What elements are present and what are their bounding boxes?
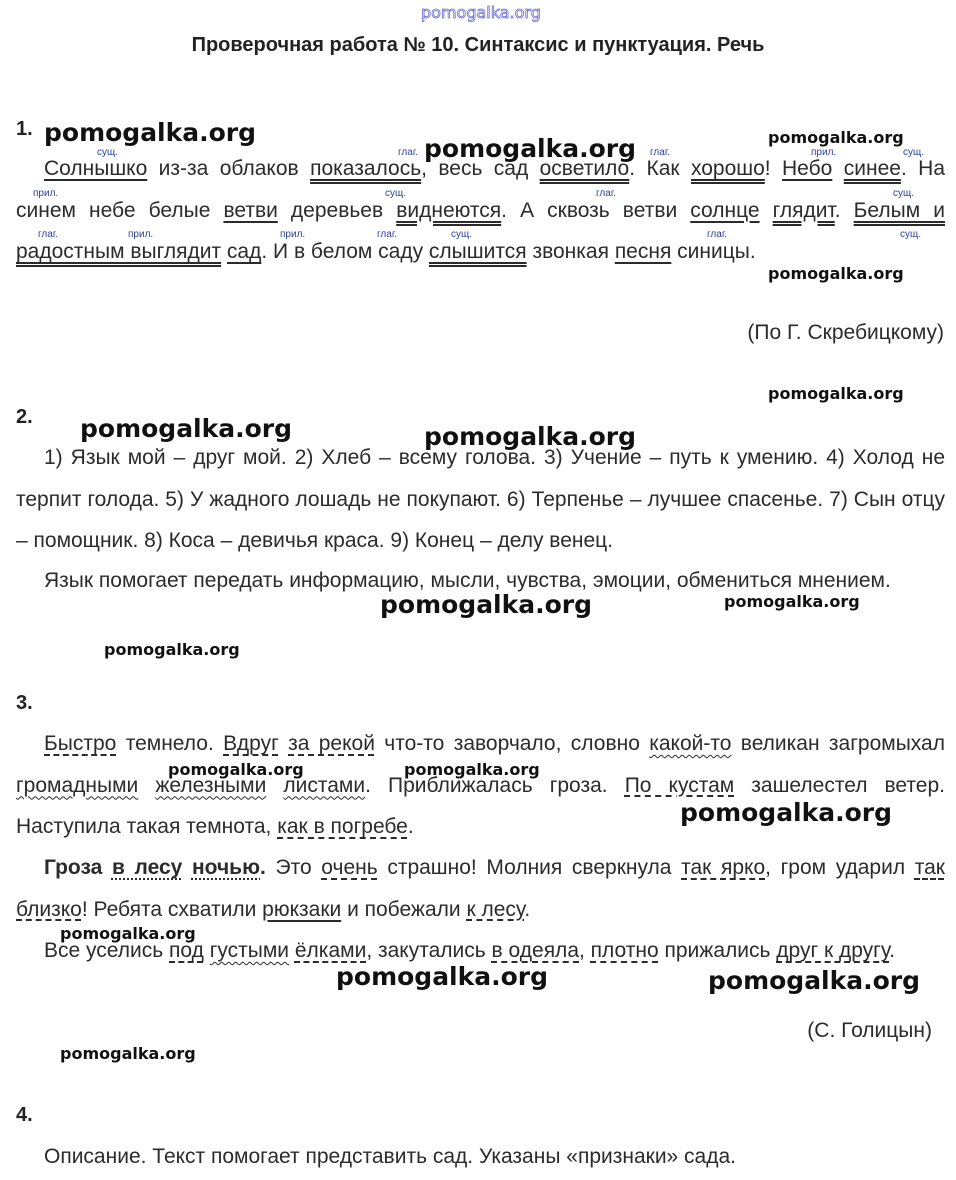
watermark-logo: pomogalka.org (768, 128, 904, 147)
task3-source: (С. Голицын) (807, 1019, 932, 1042)
pos-label: сущ. (900, 229, 922, 240)
watermark-logo: pomogalka.org (60, 924, 196, 943)
task-number-2: 2. (16, 406, 33, 428)
pos-label: прил. (811, 147, 837, 158)
task4-answer: Описание. Текст помогает представить сад. Указаны «признаки» сада. (44, 1145, 737, 1168)
watermark-logo: pomogalka.org (724, 592, 860, 611)
watermark-logo: pomogalka.org (336, 962, 549, 991)
pos-label: прил. (280, 229, 306, 240)
pos-label: прил. (128, 229, 154, 240)
pos-label: сущ. (97, 147, 119, 158)
task-number-4: 4. (16, 1104, 33, 1126)
pos-label: сущ. (385, 188, 407, 199)
task-number-1: 1. (16, 118, 33, 140)
watermark-logo: pomogalka.org (708, 966, 921, 995)
pos-label: глаг. (38, 229, 59, 240)
page-title: Проверочная работа № 10. Синтаксис и пунктуация. Речь (191, 34, 765, 56)
pos-label: глаг. (650, 147, 671, 158)
watermark-logo: pomogalka.org (80, 414, 293, 443)
pos-label: глаг. (596, 188, 617, 199)
task2-answer: Язык помогает передать информацию, мысли, чувства, эмоции, обмениться мнением. (44, 569, 891, 592)
task2-proverbs: 1) Язык мой – друг мой. 2) Хлеб – всему голова. 3) Учение – путь к умению. 4) Холод не терпит голода. 5) У жадного лошадь не покупают. 6) Терпенье – лучшее спасенье. 7) Сын отцу – помощник. 8) Коса – девичья краса. 9) Конец – делу венец. (16, 446, 945, 552)
pos-label: сущ. (451, 229, 473, 240)
task1-source: (По Г. Скребицкому) (747, 321, 944, 344)
pos-label: глаг. (707, 229, 728, 240)
watermark-top: pomogalka.org (421, 3, 541, 22)
task3-paragraph-2: Гроза в лесу ночью. Это очень страшно! Молния сверкнула так ярко, гром ударил так близко! Ребята схватили рюкзаки и побежали к лесу. (16, 856, 945, 921)
watermark-logo: pomogalka.org (424, 422, 637, 451)
watermark-logo: pomogalka.org (168, 760, 304, 779)
pos-label: глаг. (398, 147, 419, 158)
watermark-logo: pomogalka.org (680, 798, 893, 827)
watermark-logo: pomogalka.org (380, 590, 593, 619)
pos-label: глаг. (377, 229, 398, 240)
watermark-logo: pomogalka.org (424, 134, 637, 163)
pos-label: сущ. (903, 147, 925, 158)
pos-label: сущ. (893, 188, 915, 199)
watermark-logo: pomogalka.org (44, 118, 257, 147)
pos-label: прил. (33, 188, 59, 199)
task1-text: Солнышко из-за облаков показалось, весь сад осветило. Как хорошо! Небо синее. На синем небе белые ветви деревьев виднеются. А сквозь ветви солнце глядит. Белым и радостным выглядит сад. И в белом саду слышится звонкая песня синицы. (16, 157, 946, 263)
watermark-logo: pomogalka.org (60, 1044, 196, 1063)
watermark-logo: pomogalka.org (768, 264, 904, 283)
task3-paragraph-1: Быстро темнело. Вдруг за рекой что-то заворчало, словно какой-то великан загромыхал громадными железными листами. Приближалась гроза. По кустам зашелестел ветер. Наступила такая темнота, как в погребе. (16, 732, 945, 838)
watermark-logo: pomogalka.org (404, 760, 540, 779)
task3-paragraph-3: Все уселись под густыми ёлками, закутались в одеяла, плотно прижались друг к другу. (44, 939, 896, 962)
task-number-3: 3. (16, 692, 33, 714)
watermark-logo: pomogalka.org (104, 640, 240, 659)
watermark-logo: pomogalka.org (768, 384, 904, 403)
